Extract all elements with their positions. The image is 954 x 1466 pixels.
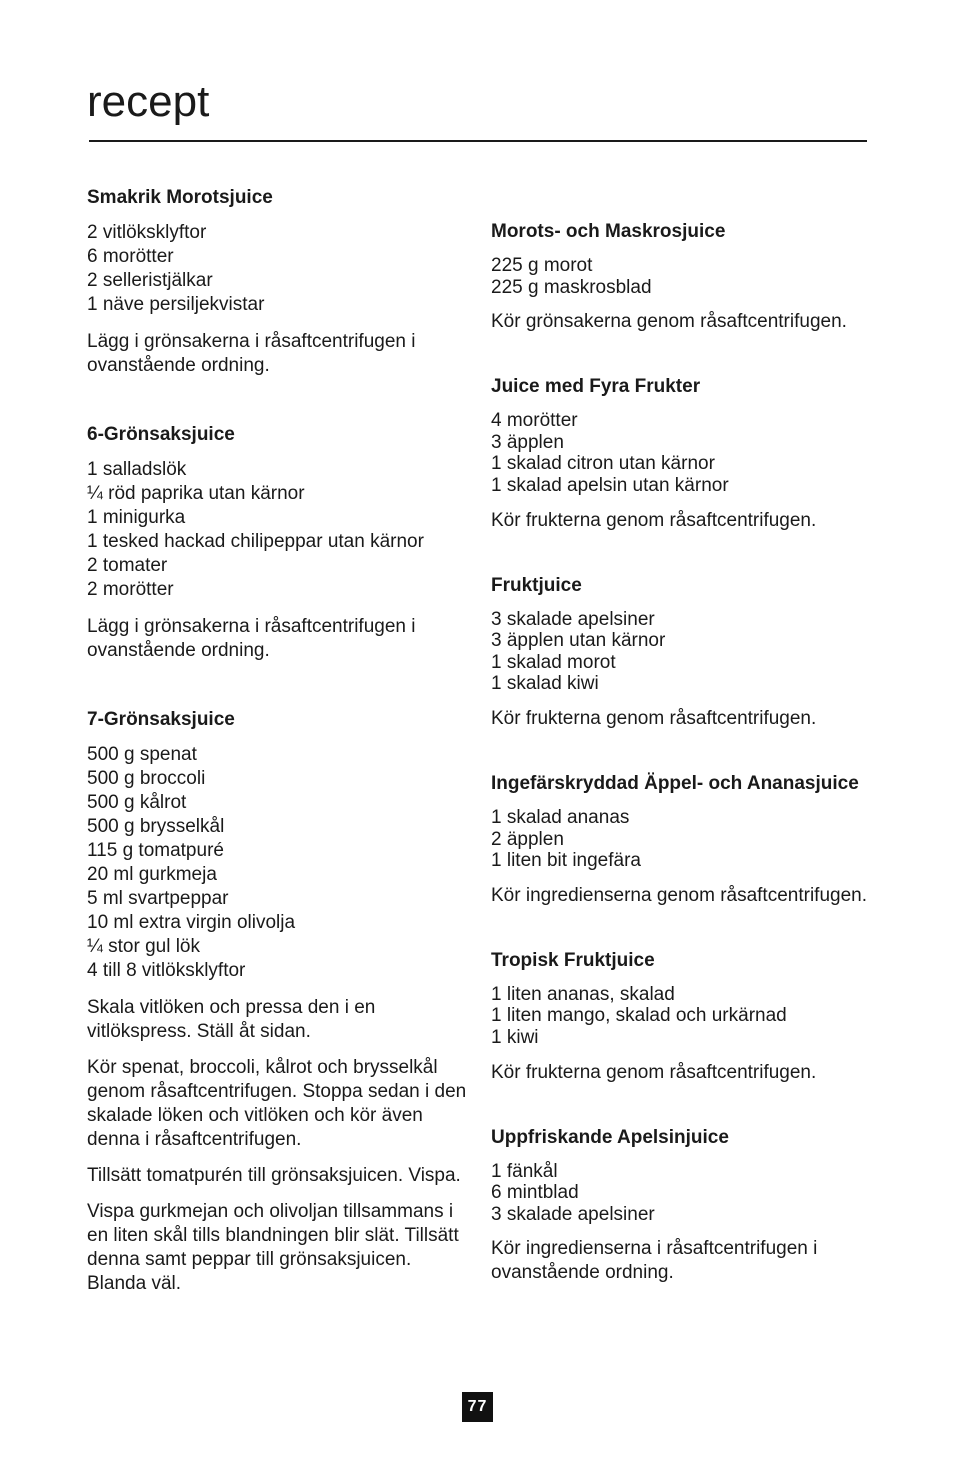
ingredient-item: 225 g morot	[491, 255, 593, 276]
recipe-tropisk-fruktjuice	[491, 950, 871, 1085]
instruction-paragraph: Kör spenat, broccoli, kålrot och brysselkål genom råsaftcentrifugen. Stoppa sedan i den skalade löken och vitlöken och kör även denna i råsaftcentrifugen.	[87, 1057, 467, 1150]
left-column	[87, 187, 467, 1342]
ingredient-item: 500 g kålrot	[87, 792, 187, 813]
ingredient-item: 1 skalad citron utan kärnor	[491, 453, 715, 475]
ingredient-list	[491, 984, 871, 1049]
instruction-paragraph: Skala vitlöken och pressa den i en vitlökspress. Ställ åt sidan.	[87, 997, 376, 1042]
recipe-title: 7-Grönsaksjuice	[87, 709, 235, 730]
ingredient-item: 2 morötter	[87, 579, 174, 600]
instruction-paragraph: Kör frukterna genom råsaftcentrifugen.	[491, 509, 817, 531]
ingredient-item: 1 tesked hackad chilipeppar utan kärnor	[87, 531, 424, 552]
recipe-title: Ingefärskryddad Äppel- och Ananasjuice	[491, 772, 859, 794]
ingredient-item: 4 morötter	[491, 410, 578, 432]
ingredient-list	[491, 255, 871, 298]
recipe-6-gronsaksjuice	[87, 424, 467, 663]
instruction-paragraph: Vispa gurkmejan och olivoljan tillsammans i en liten skål tills blandningen blir slät. Tillsätt denna samt peppar till grönsaksjuicen. Blanda väl.	[87, 1201, 459, 1294]
recipe-title: Tropisk Fruktjuice	[491, 949, 655, 971]
instruction-paragraph: Tillsätt tomatpurén till grönsaksjuicen. Vispa.	[87, 1165, 461, 1186]
ingredient-item: 1 liten ananas, skalad	[491, 983, 675, 1005]
instruction-paragraph: Kör frukterna genom råsaftcentrifugen.	[491, 1061, 817, 1083]
ingredient-item: 1 minigurka	[87, 507, 186, 528]
ingredient-item: 2 vitlöksklyftor	[87, 222, 207, 243]
ingredient-list	[491, 609, 871, 695]
ingredient-item: 500 g spenat	[87, 744, 197, 765]
ingredient-list	[87, 221, 467, 317]
recipe-title: Juice med Fyra Frukter	[491, 376, 701, 398]
ingredient-item: 1 skalad kiwi	[491, 673, 599, 695]
ingredient-item: ¼ röd paprika utan kärnor	[87, 483, 305, 504]
ingredient-item: 1 skalad apelsin utan kärnor	[491, 474, 729, 496]
ingredient-item: 1 kiwi	[491, 1026, 539, 1048]
ingredient-item: 10 ml extra virgin olivolja	[87, 912, 296, 933]
ingredient-list	[491, 807, 871, 872]
instruction-paragraph: Kör frukterna genom råsaftcentrifugen.	[491, 707, 817, 729]
recipe-title: 6-Grönsaksjuice	[87, 424, 235, 445]
ingredient-item: 1 skalad morot	[491, 651, 616, 673]
ingredient-item: 20 ml gurkmeja	[87, 864, 217, 885]
ingredient-item: 1 fänkål	[491, 1160, 558, 1182]
title-divider	[89, 140, 867, 142]
ingredient-item: 1 liten bit ingefära	[491, 850, 641, 872]
recipe-title: Uppfriskande Apelsinjuice	[491, 1126, 729, 1148]
ingredient-list	[87, 458, 467, 602]
recipe-smakrik-morotsjuice	[87, 187, 467, 378]
ingredient-item: 1 salladslök	[87, 459, 187, 480]
ingredient-item: 225 g maskrosblad	[491, 276, 652, 298]
ingredient-item: 6 morötter	[87, 246, 174, 267]
recipe-morots-och-maskrosjuice	[491, 221, 871, 334]
ingredient-item: 500 g brysselkål	[87, 816, 225, 837]
ingredient-item: 3 äpplen utan kärnor	[491, 630, 666, 652]
ingredient-item: 1 liten mango, skalad och urkärnad	[491, 1005, 787, 1027]
ingredient-item: 3 skalade apelsiner	[491, 1203, 655, 1225]
ingredient-item: 1 näve persiljekvistar	[87, 294, 265, 315]
ingredient-item: 3 skalade apelsiner	[491, 608, 655, 630]
ingredient-item: 115 g tomatpuré	[87, 840, 224, 861]
ingredient-item: ¼ stor gul lök	[87, 936, 200, 957]
ingredient-item: 3 äpplen	[491, 431, 564, 453]
instruction-paragraph: Lägg i grönsakerna i råsaftcentrifugen i ovanstående ordning.	[87, 616, 416, 661]
recipe-7-gronsaksjuice	[87, 709, 467, 1296]
page-number: 77	[462, 1392, 493, 1422]
ingredient-item: 2 äpplen	[491, 828, 564, 850]
right-column	[491, 221, 871, 1327]
ingredient-item: 1 skalad ananas	[491, 806, 630, 828]
ingredient-item: 5 ml svartpeppar	[87, 888, 229, 909]
instruction-paragraph: Kör grönsakerna genom råsaftcentrifugen.	[491, 311, 847, 333]
instruction-paragraph: Kör ingredienserna genom råsaftcentrifugen.	[491, 884, 868, 906]
page-title: recept	[87, 77, 210, 126]
recipe-fruktjuice	[491, 575, 871, 731]
ingredient-item: 6 mintblad	[491, 1182, 579, 1204]
ingredient-list	[491, 1161, 871, 1226]
recipe-title: Morots- och Maskrosjuice	[491, 221, 726, 242]
ingredient-item: 4 till 8 vitlöksklyftor	[87, 960, 246, 981]
recipe-ingefarskryddad-appel-och-ananasjuice	[491, 773, 871, 908]
ingredient-item: 2 tomater	[87, 555, 168, 576]
recipe-juice-med-fyra-frukter	[491, 376, 871, 532]
ingredient-list	[87, 743, 467, 983]
recipe-uppfriskande-apelsinjuice	[491, 1127, 871, 1286]
instruction-paragraph: Lägg i grönsakerna i råsaftcentrifugen i ovanstående ordning.	[87, 331, 416, 376]
ingredient-item: 2 selleristjälkar	[87, 270, 213, 291]
ingredient-item: 500 g broccoli	[87, 768, 206, 789]
ingredient-list	[491, 410, 871, 496]
recipe-title: Smakrik Morotsjuice	[87, 187, 273, 208]
recipe-title: Fruktjuice	[491, 574, 582, 596]
instruction-paragraph: Kör ingredienserna i råsaftcentrifugen i ovanstående ordning.	[491, 1238, 818, 1284]
